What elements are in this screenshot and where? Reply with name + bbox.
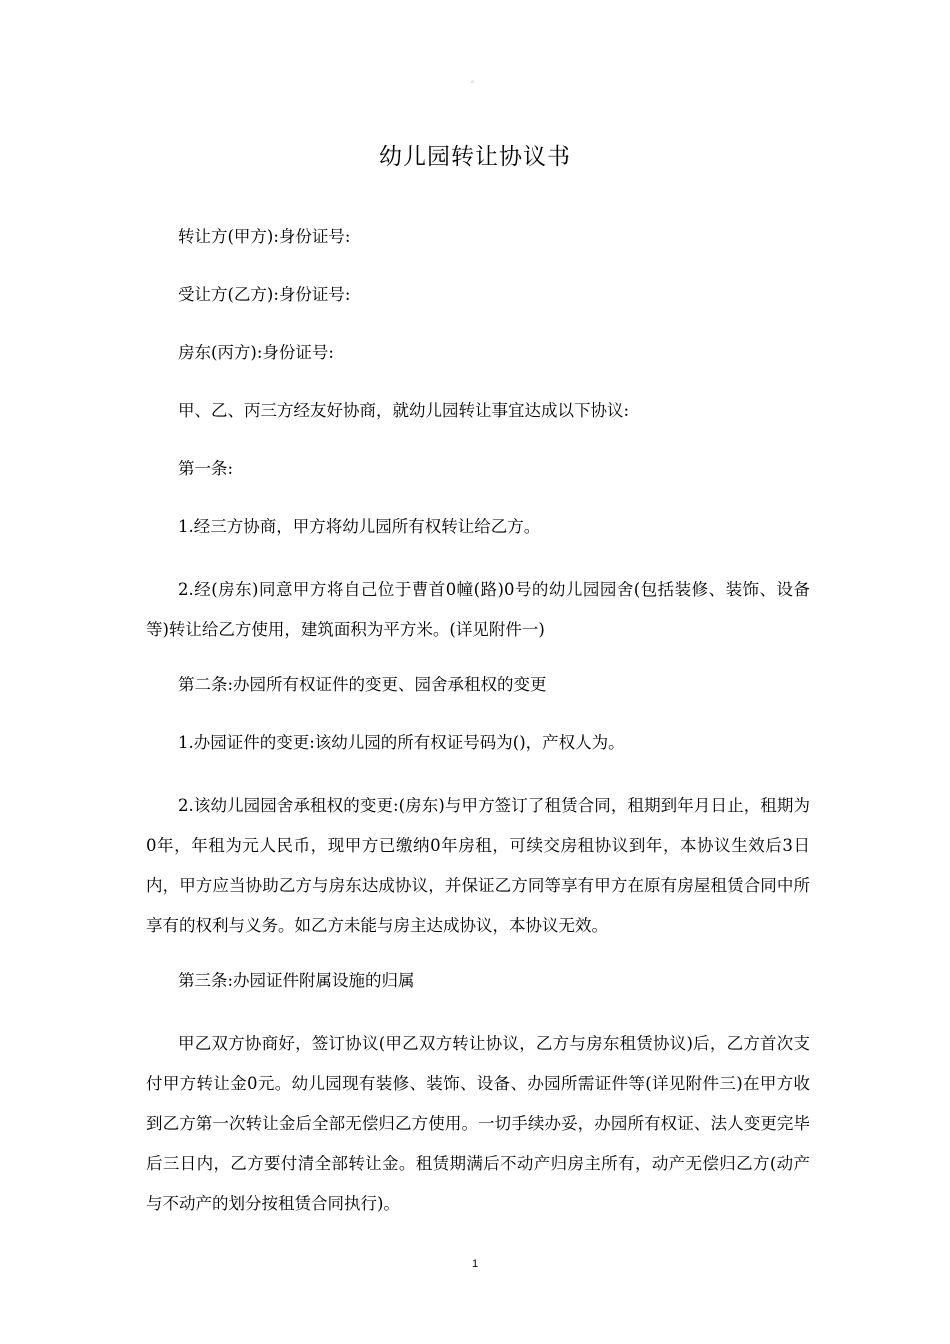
article-2-clause-1: 1.办园证件的变更:该幼儿园的所有权证号码为()，产权人为。 [178, 733, 625, 752]
article-2-heading: 第二条:办园所有权证件的变更、园舍承租权的变更 [178, 675, 547, 694]
article-2-clause-2: 2.该幼儿园园舍承租权的变更:(房东)与甲方签订了租赁合同，租期到年月日止，租期为0年，年租为元人民币，现甲方已缴纳0年房租，可续交房租协议到年，本协议生效后3日内，甲方应当协助乙方与房东达成协议，并保证乙方同等享有甲方在原有房屋租赁合同中所享有的权利与义务。如乙方未能与房主达成协议，本协议无效。 [146, 796, 810, 935]
article-1-heading: 第一条: [178, 459, 234, 478]
header-mark: 。 [471, 75, 479, 84]
paragraph-preamble: 甲、乙、丙三方经友好协商，就幼儿园转让事宜达成以下协议: [178, 401, 630, 420]
paragraph-transferor: 转让方(甲方):身份证号: [178, 227, 351, 246]
article-3-body: 甲乙双方协商好，签订协议(甲乙双方转让协议，乙方与房东租赁协议)后，乙方首次支付甲方转让金0元。幼儿园现有装修、装饰、设备、办园所需证件等(详见附件三)在甲方收到乙方第一次转让金后全部无偿归乙方使用。一切手续办妥，办园所有权证、法人变更完毕后三日内，乙方要付清全部转让金。租赁期满后不动产归房主所有，动产无偿归乙方(动产与不动产的划分按租赁合同执行)。 [146, 1034, 810, 1213]
document-title: 幼儿园转让协议书 [379, 144, 571, 170]
paragraph-transferee: 受让方(乙方):身份证号: [178, 285, 351, 304]
article-1-clause-2: 2.经(房东)同意甲方将自己位于曹首0幢(路)0号的幼儿园园舍(包括装修、装饰、设备等)转让给乙方使用，建筑面积为平方米。(详见附件一) [146, 580, 810, 639]
paragraph-landlord: 房东(丙方):身份证号: [178, 343, 334, 362]
article-3-heading: 第三条:办园证件附属设施的归属 [178, 971, 415, 990]
article-1-clause-1: 1.经三方协商，甲方将幼儿园所有权转让给乙方。 [178, 517, 541, 536]
page-number: 1 [471, 1258, 479, 1270]
document-body [146, 222, 810, 1244]
